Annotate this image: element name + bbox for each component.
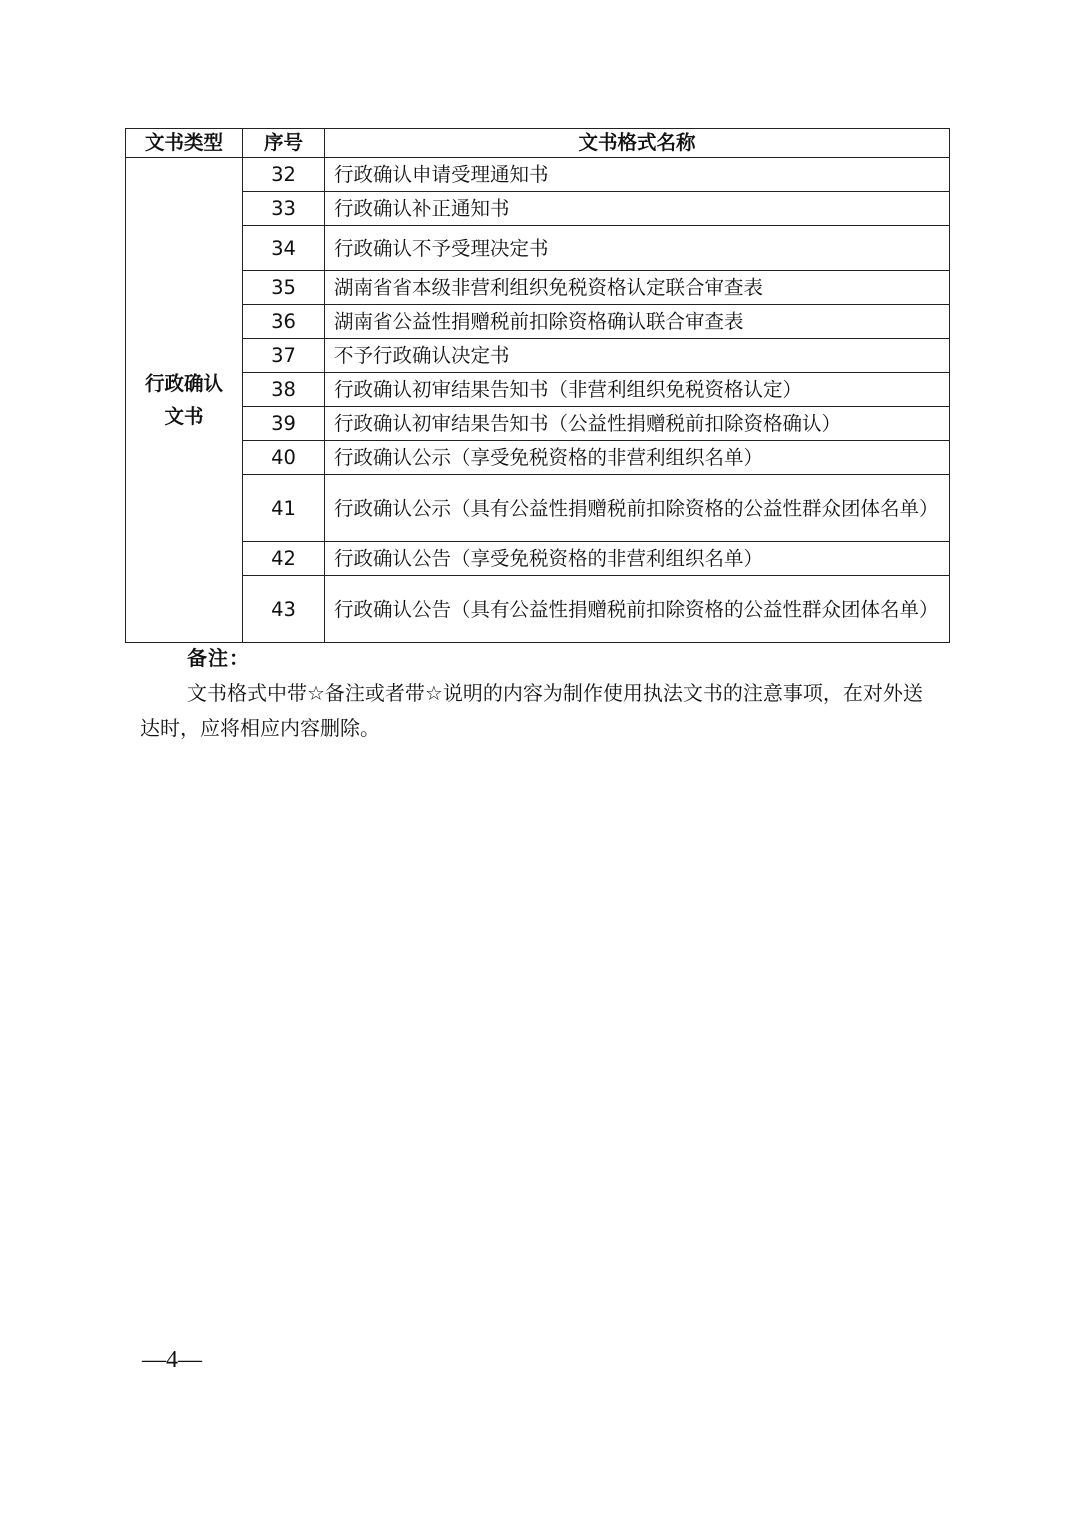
document-format-table (125, 128, 950, 643)
table-row (126, 542, 950, 576)
row-number: 32 (243, 158, 325, 192)
row-document-name: 行政确认初审结果告知书（非营利组织免税资格认定） (325, 373, 950, 407)
table-row (126, 407, 950, 441)
note-body: 文书格式中带☆备注或者带☆说明的内容为制作使用执法文书的注意事项，在对外送达时，应将相应内容删除。 (140, 681, 923, 740)
row-document-name: 行政确认公告（具有公益性捐赠税前扣除资格的公益性群众团体名单） (325, 576, 950, 643)
table-row (126, 305, 950, 339)
table-row (126, 441, 950, 475)
category-label-line2: 文书 (164, 405, 204, 428)
header-document-format-name: 文书格式名称 (325, 129, 950, 158)
table-row (126, 226, 950, 271)
row-number: 33 (243, 192, 325, 226)
row-document-name: 行政确认补正通知书 (325, 192, 950, 226)
row-document-name: 行政确认不予受理决定书 (325, 226, 950, 271)
row-document-name: 湖南省公益性捐赠税前扣除资格确认联合审查表 (325, 305, 950, 339)
row-document-name: 湖南省省本级非营利组织免税资格认定联合审查表 (325, 271, 950, 305)
row-number: 43 (243, 576, 325, 643)
table-row (126, 339, 950, 373)
table-row (126, 373, 950, 407)
row-document-name: 行政确认公示（具有公益性捐赠税前扣除资格的公益性群众团体名单） (325, 475, 950, 542)
row-number: 41 (243, 475, 325, 542)
row-document-name: 不予行政确认决定书 (325, 339, 950, 373)
table-row (126, 475, 950, 542)
table-row (126, 192, 950, 226)
header-document-type: 文书类型 (126, 129, 243, 158)
table-row (126, 158, 950, 192)
row-number: 40 (243, 441, 325, 475)
page-number: —4— (142, 1347, 202, 1373)
row-number: 34 (243, 226, 325, 271)
row-number: 37 (243, 339, 325, 373)
row-document-name: 行政确认公告（享受免税资格的非营利组织名单） (325, 542, 950, 576)
row-number: 42 (243, 542, 325, 576)
row-document-name: 行政确认申请受理通知书 (325, 158, 950, 192)
row-number: 36 (243, 305, 325, 339)
row-number: 39 (243, 407, 325, 441)
header-sequence-number: 序号 (243, 129, 325, 158)
note-title: 备注： (187, 646, 250, 670)
row-number: 35 (243, 271, 325, 305)
table-header-row (126, 129, 950, 158)
row-document-name: 行政确认初审结果告知书（公益性捐赠税前扣除资格确认） (325, 407, 950, 441)
category-cell (126, 158, 243, 643)
row-number: 38 (243, 373, 325, 407)
category-label-line1: 行政确认 (144, 372, 223, 395)
table-row (126, 576, 950, 643)
table-row (126, 271, 950, 305)
row-document-name: 行政确认公示（享受免税资格的非营利组织名单） (325, 441, 950, 475)
